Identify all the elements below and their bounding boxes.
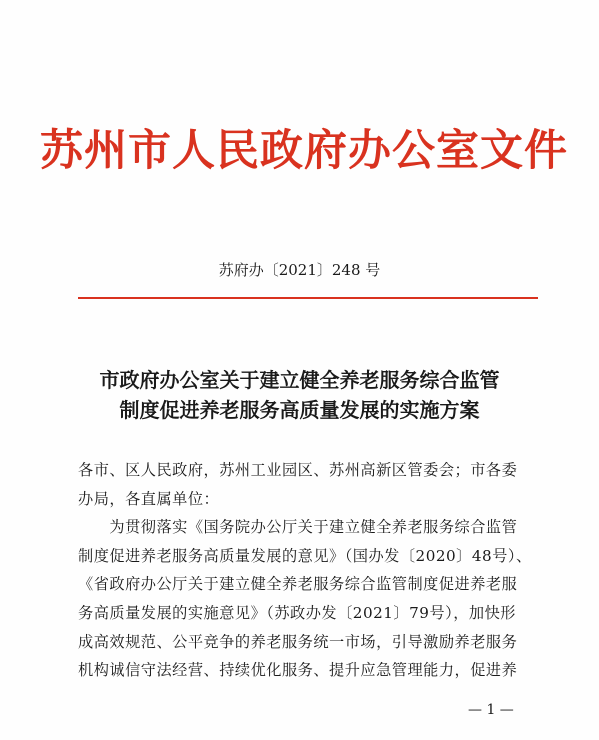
body-line: 办局，各直属单位： — [78, 489, 220, 508]
document-number: 苏府办〔2021〕248 号 — [218, 261, 381, 279]
body-line: 各市、区人民政府，苏州工业园区、苏州高新区管委会；市各委 — [78, 461, 518, 479]
body-line: 为贯彻落实《国务院办公厅关于建立健全养老服务综合监管 — [78, 518, 518, 537]
body-line: 务高质量发展的实施意见》（苏政办发〔2021〕79号），加快形 — [78, 603, 516, 622]
body-line: 制度促进养老服务高质量发展的意见》（国办发〔2020〕48号）、 — [78, 546, 532, 565]
document-title-line-1: 市政府办公室关于建立健全养老服务综合监管 — [99, 368, 500, 392]
document-title — [40, 365, 559, 425]
red-divider-line — [78, 297, 538, 299]
document-body — [78, 456, 548, 685]
body-line: 《省政府办公厅关于建立健全养老服务综合监管制度促进养老服 — [78, 575, 518, 594]
body-line: 成高效规范、公平竞争的养老服务统一市场，引导激励养老服务 — [78, 632, 518, 651]
page-number: — 1 — — [468, 702, 514, 718]
issuing-authority-header: 苏州市人民政府办公室文件 — [40, 126, 568, 176]
document-title-line-2: 制度促进养老服务高质量发展的实施方案 — [119, 398, 480, 422]
body-line: 机构诚信守法经营、持续优化服务、提升应急管理能力，促进养 — [78, 661, 518, 680]
